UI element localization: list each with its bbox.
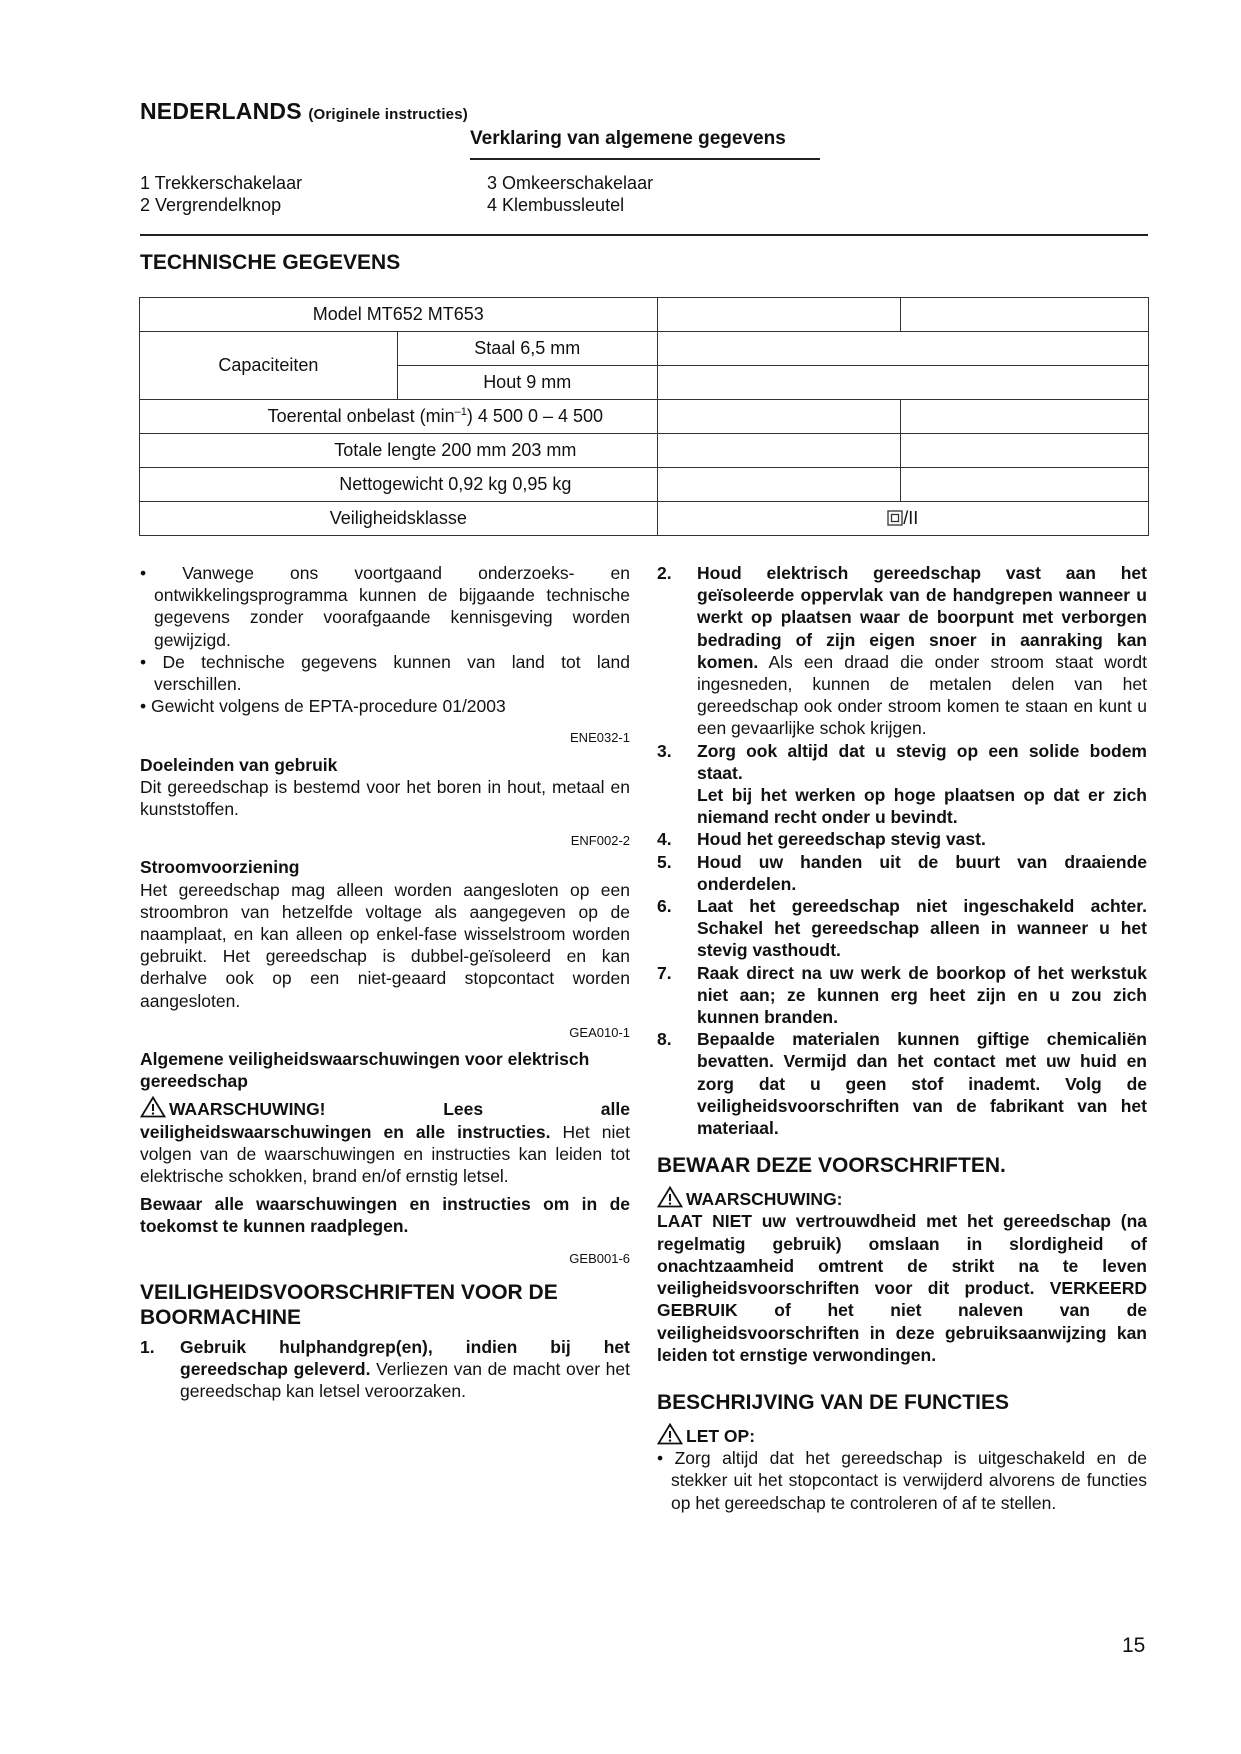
warning-triangle-icon — [657, 1186, 683, 1208]
warning-text: LAAT NIET uw vertrouwdheid met het gereedschap (na regelmatig gebruik) omslaan in slordigheid of onachtzaamheid omtrent de strikt na te leven veiligheidsvoorschriften voor dit product. VERKEERD GEBRUIK of het niet naleven van de veiligheidsvoorschriften in deze gebruiksaanwijzing kan leiden tot ernstige verwondingen. — [657, 1211, 1147, 1365]
safety-item — [657, 962, 1147, 1029]
wood-cell: Hout 9 mm — [397, 366, 657, 400]
double-insulation-icon — [887, 510, 903, 526]
safety-item — [657, 784, 1147, 828]
warning-heading — [657, 1186, 1147, 1210]
item-number: 1. — [140, 1336, 155, 1357]
reference-code: ENE032-1 — [570, 730, 630, 746]
power-text: Het gereedschap mag alleen worden aangesloten op een stroombron van hetzelfde voltage als aangegeven op de naamplaat, en kan alleen op enkel-fase wisselstroom worden gebruikt. Het gereedschap is dubbel-geïsoleerd en kan derhalve ook op een niet-geaard stopcontact worden aangesloten. — [140, 879, 630, 1011]
item-bold: Houd uw handen uit de buurt van draaiende onderdelen. — [697, 851, 1147, 894]
table-row — [140, 468, 1149, 502]
safety-class-text: /II — [903, 508, 919, 528]
item-text: Verliezen van de macht over het gereedschap kan letsel veroorzaken. — [180, 1359, 630, 1402]
safety-item — [657, 828, 1147, 850]
table-row — [140, 332, 1149, 366]
note-label: LET OP: — [686, 1425, 756, 1446]
warning-text: Het niet volgen van de waarschuwingen en instructies kan leiden tot elektrische schokken, brand en/of ernstig letsel. — [140, 1121, 630, 1187]
keep-instructions: Bewaar alle waarschuwingen en instructies om in de toekomst te kunnen raadplegen. — [140, 1194, 630, 1237]
note-item: • De technische gegevens kunnen van land tot land verschillen. — [140, 651, 630, 695]
general-warning — [140, 1096, 630, 1187]
language-heading — [140, 98, 468, 125]
item-number: 8. — [657, 1029, 672, 1050]
item-bold: Laat het gereedschap niet ingeschakeld achter. Schakel het gereedschap alleen in wanneer u het stevig vasthoudt. — [697, 896, 1147, 961]
safety-class-value — [657, 502, 1148, 536]
item-bold: Gebruik hulphandgrep(en), indien bij het gereedschap geleverd. — [180, 1336, 630, 1380]
safety-item — [657, 895, 1147, 962]
safety-item — [657, 740, 1147, 784]
note-heading — [657, 1423, 1147, 1447]
reference-code: GEA010-1 — [569, 1024, 630, 1040]
table-cell — [657, 366, 1148, 400]
item-bold: Houd elektrisch gereedschap vast aan het geïsoleerde oppervlak van de handgrepen wanneer u werkt op plaatsen waar de boorpunt met verborgen bedrading of zijn eigen snoer in aanraking kan komen. — [697, 563, 1147, 672]
general-warnings-title: Algemene veiligheidswaarschuwingen voor elektrisch gereedschap — [140, 1049, 590, 1092]
use-text: Dit gereedschap is bestemd voor het boren in hout, metaal en kunststoffen. — [140, 776, 630, 820]
safety-class-cell: Veiligheidsklasse — [140, 502, 658, 536]
power-title: Stroomvoorziening — [140, 857, 300, 878]
warning-label: WAARSCHUWING! — [169, 1099, 326, 1120]
spec-table — [139, 297, 1149, 536]
functions-title: BESCHRIJVING VAN DE FUNCTIES — [657, 1390, 1009, 1414]
safety-item — [657, 851, 1147, 895]
item-number: 4. — [657, 829, 672, 850]
part-item: 3 Omkeerschakelaar — [487, 173, 654, 193]
reference-code: ENF002-2 — [570, 833, 630, 849]
weight-cell: Nettogewicht 0,92 kg 0,95 kg — [140, 468, 658, 502]
item-number: 2. — [657, 563, 672, 583]
part-item: 1 Trekkerschakelaar — [140, 173, 303, 193]
reference-code: GEB001-6 — [569, 1250, 630, 1266]
drill-safety-title: VEILIGHEIDSVOORSCHRIFTEN VOOR DE BOORMACHINE — [140, 1280, 558, 1329]
technical-title: TECHNISCHE GEGEVENS — [140, 251, 401, 274]
table-cell — [901, 468, 1149, 502]
language-note: (Originele instructies) — [308, 106, 468, 123]
table-cell — [901, 298, 1149, 332]
table-cell — [901, 400, 1149, 434]
table-row — [140, 502, 1149, 536]
right-column — [657, 562, 1147, 1514]
capacity-cell: Capaciteiten — [140, 332, 398, 400]
part-item: 2 Vergrendelknop — [140, 195, 282, 215]
table-cell — [657, 400, 901, 434]
model-cell: Model MT652 MT653 — [140, 298, 658, 332]
page-number: 15 — [1122, 1634, 1146, 1657]
item-text: Als een draad die onder stroom staat wordt ingesneden, kunnen de metalen delen van het gereedschap ook onder stroom komen te staan en kunt u een gevaarlijke schok krijgen. — [697, 651, 1147, 739]
item-bold: Houd het gereedschap stevig vast. — [697, 829, 986, 850]
safety-item — [657, 562, 1147, 740]
use-title: Doeleinden van gebruik — [140, 754, 338, 775]
speed-label: Toerental onbelast (min — [267, 406, 455, 426]
note-text: • Zorg altijd dat het gereedschap is uitgeschakeld en de stekker uit het stopcontact is verwijderd alvorens de functies op het gereedschap te controleren of af te stellen. — [657, 1448, 1147, 1513]
item-bold: Let bij het werken op hoge plaatsen op dat er zich niemand recht onder u bevindt. — [697, 785, 1147, 828]
warning-triangle-icon — [657, 1423, 683, 1445]
note-item: • Gewicht volgens de EPTA-procedure 01/2003 — [140, 696, 506, 717]
safety-item — [657, 1028, 1147, 1139]
item-number: 3. — [657, 740, 672, 761]
length-cell: Totale lengte 200 mm 203 mm — [140, 434, 658, 468]
item-number: 5. — [657, 851, 672, 872]
warning-bold: Lees alle veiligheidswaarschuwingen en alle instructies. — [140, 1099, 630, 1142]
warning-triangle-icon — [140, 1096, 166, 1118]
table-cell — [901, 434, 1149, 468]
item-number: 6. — [657, 896, 672, 917]
table-cell — [657, 298, 901, 332]
part-item: 4 Klembussleutel — [487, 195, 625, 215]
steel-cell: Staal 6,5 mm — [397, 332, 657, 366]
parts-list-left — [140, 172, 302, 216]
item-number: 7. — [657, 962, 672, 983]
speed-value: ) 4 500 0 – 4 500 — [466, 406, 604, 426]
table-cell — [657, 468, 901, 502]
language-name: NEDERLANDS — [140, 98, 302, 124]
declaration-title: Verklaring van algemene gegevens — [470, 128, 820, 160]
left-column — [140, 562, 630, 1403]
speed-cell — [140, 400, 658, 434]
table-cell — [657, 332, 1148, 366]
item-bold: Raak direct na uw werk de boorkop of het werkstuk niet aan; ze kunnen erg heet zijn en u zou zich kunnen branden. — [697, 962, 1147, 1028]
table-row — [140, 298, 1149, 332]
warning-label: WAARSCHUWING: — [686, 1189, 843, 1210]
safety-item — [140, 1336, 630, 1403]
speed-sup: –1 — [454, 406, 467, 418]
table-cell — [657, 434, 901, 468]
table-row — [140, 434, 1149, 468]
parts-list-right — [487, 172, 653, 216]
item-bold: Bepaalde materialen kunnen giftige chemicaliën bevatten. Vermijd dan het contact met uw huid en zorg dat u geen stof inademt. Volg de veiligheidsvoorschriften van de fabrikant van het materiaal. — [697, 1029, 1147, 1139]
keep-instructions-title: BEWAAR DEZE VOORSCHRIFTEN. — [657, 1154, 1006, 1178]
note-item: • Vanwege ons voortgaand onderzoeks- en ontwikkelingsprogramma kunnen de bijgaande technische gegevens zonder voorafgaande kennisgeving worden gewijzigd. — [140, 563, 630, 650]
item-bold: Zorg ook altijd dat u stevig op een solide bodem staat. — [697, 740, 1147, 783]
divider — [140, 234, 1148, 236]
table-row — [140, 400, 1149, 434]
